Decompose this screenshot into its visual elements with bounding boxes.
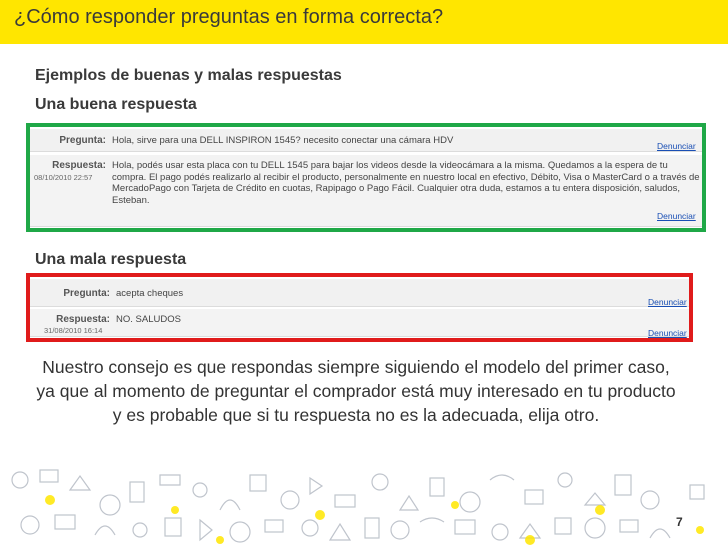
bad-answer-example [26,273,693,342]
answer-date: 08/10/2010 22:57 [34,173,93,182]
page-number: 7 [676,515,683,529]
question-label: Pregunta: [59,135,106,146]
answer-row [30,155,702,227]
advice-text: Nuestro consejo es que respondas siempre siguiendo el modelo del primer caso, ya que al momento de preguntar el comprador está muy interesado en tu producto y es probable que si tu respuesta no es la adecuada, elija otro. [36,357,676,425]
answer-label: Respuesta: [56,314,110,325]
answer-text: Hola, podés usar esta placa con tu DELL 1545 para bajar los videos desde la videocámara a la misma. Quedamos a la espera de tu compra. El pago podés realizarlo al recibir el producto, personalmente en nuestro local en efectivo, Débito, Visa o MasterCard o a través de MercadoPago con Tarjeta de Crédito en cuotas, Rapipago o Pago Fácil. Cualquier otra duda, estamos a tu entera disposición, saludos, Esteban. [112,160,700,206]
question-row [30,279,689,307]
footer-doodle-pattern [0,460,728,546]
good-answer-example [26,123,706,232]
good-heading: Una buena respuesta [35,96,197,113]
answer-row [30,309,689,337]
report-link[interactable]: Denunciar [657,211,696,221]
subtitle: Ejemplos de buenas y malas respuestas [35,67,342,84]
question-row [30,129,702,152]
answer-text: NO. SALUDOS [116,314,181,325]
answer-label: Respuesta: [52,160,106,171]
report-link[interactable]: Denunciar [648,297,687,307]
bad-heading: Una mala respuesta [35,251,187,268]
question-text: acepta cheques [116,288,184,299]
slide-title: ¿Cómo responder preguntas en forma correcta? [14,6,444,28]
report-link[interactable]: Denunciar [657,141,696,151]
answer-date: 31/08/2010 16:14 [44,326,103,335]
report-link[interactable]: Denunciar [648,328,687,338]
question-label: Pregunta: [63,288,110,299]
question-text: Hola, sirve para una DELL INSPIRON 1545? necesito conectar una cámara HDV [112,135,454,146]
